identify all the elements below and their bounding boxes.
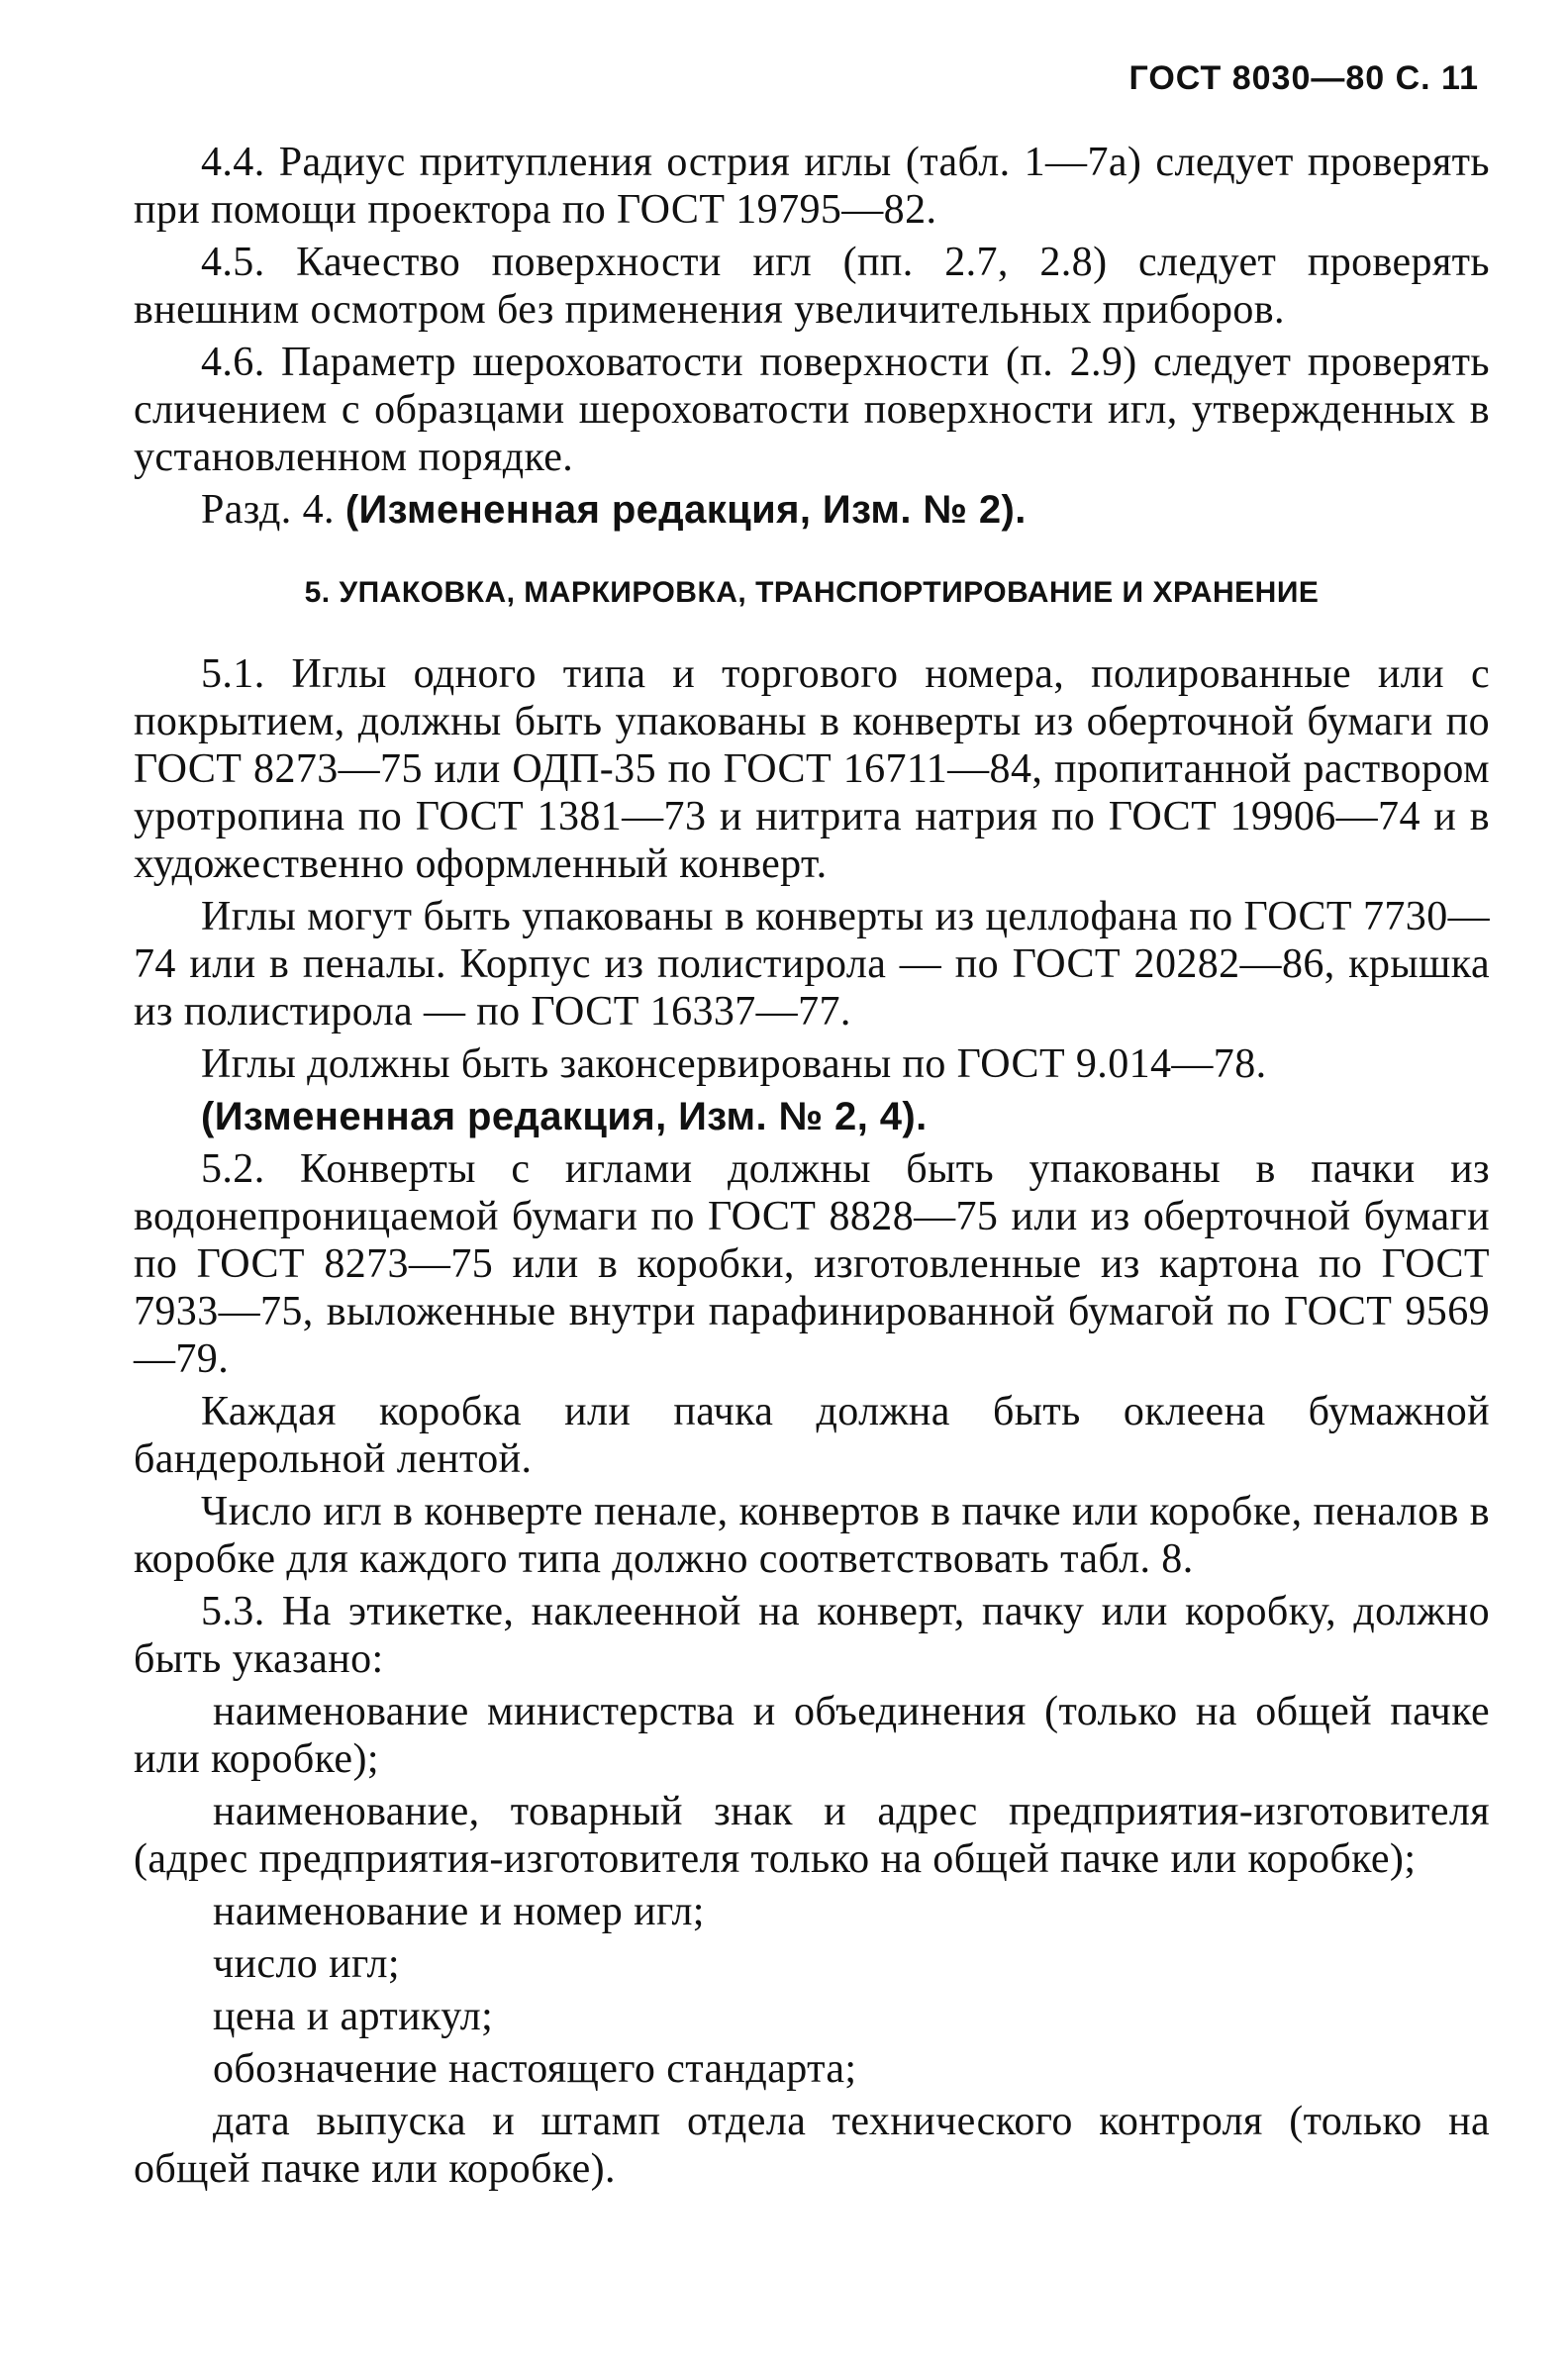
paragraph-4-6: 4.6. Параметр шероховатости поверхности (п. 2.9) следует проверять сличением с образцами шероховатости поверхности игл, утвержденных в установленном порядке. <box>134 340 1490 480</box>
list-item: цена и артикул; <box>213 1994 494 2039</box>
list-item: наименование, товарный знак и адрес предприятия-изготовителя (адрес предприятия-изготовителя только на общей пачке или коробке); <box>134 1789 1490 1882</box>
list-item: обозначение настоящего стандарта; <box>213 2046 857 2092</box>
section-4-amendment-note <box>134 486 1490 534</box>
list-item: наименование и номер игл; <box>213 1889 705 1934</box>
paragraph-5-2-c: Число игл в конверте пенале, конвертов в пачке или коробке, пеналов в коробке для каждого типа должно соответствовать табл. 8. <box>134 1489 1490 1582</box>
list-item: наименование министерства и объединения (только на общей пачке или коробке); <box>134 1689 1490 1782</box>
page-header: ГОСТ 8030—80 С. 11 <box>1128 59 1479 97</box>
amendment-prefix: Разд. 4. <box>201 487 345 533</box>
paragraph-5-1-c: Иглы должны быть законсервированы по ГОСТ 9.014—78. <box>201 1041 1267 1087</box>
amendment-text: (Измененная редакция, Изм. № 2, 4). <box>201 1095 928 1138</box>
paragraph-5-2-b: Каждая коробка или пачка должна быть оклеена бумажной бандерольной лентой. <box>134 1389 1490 1482</box>
amendment-text: (Измененная редакция, Изм. № 2). <box>344 488 1027 532</box>
paragraph-4-4: 4.4. Радиус притупления острия иглы (табл. 1—7а) следует проверять при помощи проектора по ГОСТ 19795—82. <box>134 140 1490 233</box>
label-requirements-list <box>134 1688 1490 2193</box>
paragraph-4-5: 4.5. Качество поверхности игл (пп. 2.7, 2.8) следует проверять внешним осмотром без применения увеличительных приборов. <box>134 240 1490 333</box>
section-5-title: 5. УПАКОВКА, МАРКИРОВКА, ТРАНСПОРТИРОВАНИЕ И ХРАНЕНИЕ <box>304 576 1320 609</box>
paragraph-5-2: 5.2. Конверты с иглами должны быть упакованы в пачки из водонепроницаемой бумаги по ГОСТ 8828—75 или из оберточной бумаги по ГОСТ 8273—75 или в коробки, изготовленные из картона по ГОСТ 7933—75, выложенные внутри парафинированной бумагой по ГОСТ 9569—79. <box>134 1146 1490 1382</box>
paragraph-5-1: 5.1. Иглы одного типа и торгового номера, полированные или с покрытием, должны быть упакованы в конверты из оберточной бумаги по ГОСТ 8273—75 или ОДП-35 по ГОСТ 16711—84, пропитанной раствором уротропина по ГОСТ 1381—73 и нитрита натрия по ГОСТ 19906—74 и в художественно оформленный конверт. <box>134 651 1490 887</box>
paragraph-5-3: 5.3. На этикетке, наклеенной на конверт, пачку или коробку, должно быть указано: <box>134 1589 1490 1682</box>
section-5-1-amendment-note <box>134 1093 1490 1140</box>
page-body <box>134 139 1490 2198</box>
paragraph-5-1-b: Иглы могут быть упакованы в конверты из целлофана по ГОСТ 7730—74 или в пеналы. Корпус из полистирола — по ГОСТ 20282—86, крышка из полистирола — по ГОСТ 16337—77. <box>134 894 1490 1035</box>
list-item: дата выпуска и штамп отдела технического контроля (только на общей пачке или коробке). <box>134 2099 1490 2192</box>
list-item: число игл; <box>213 1941 400 1987</box>
